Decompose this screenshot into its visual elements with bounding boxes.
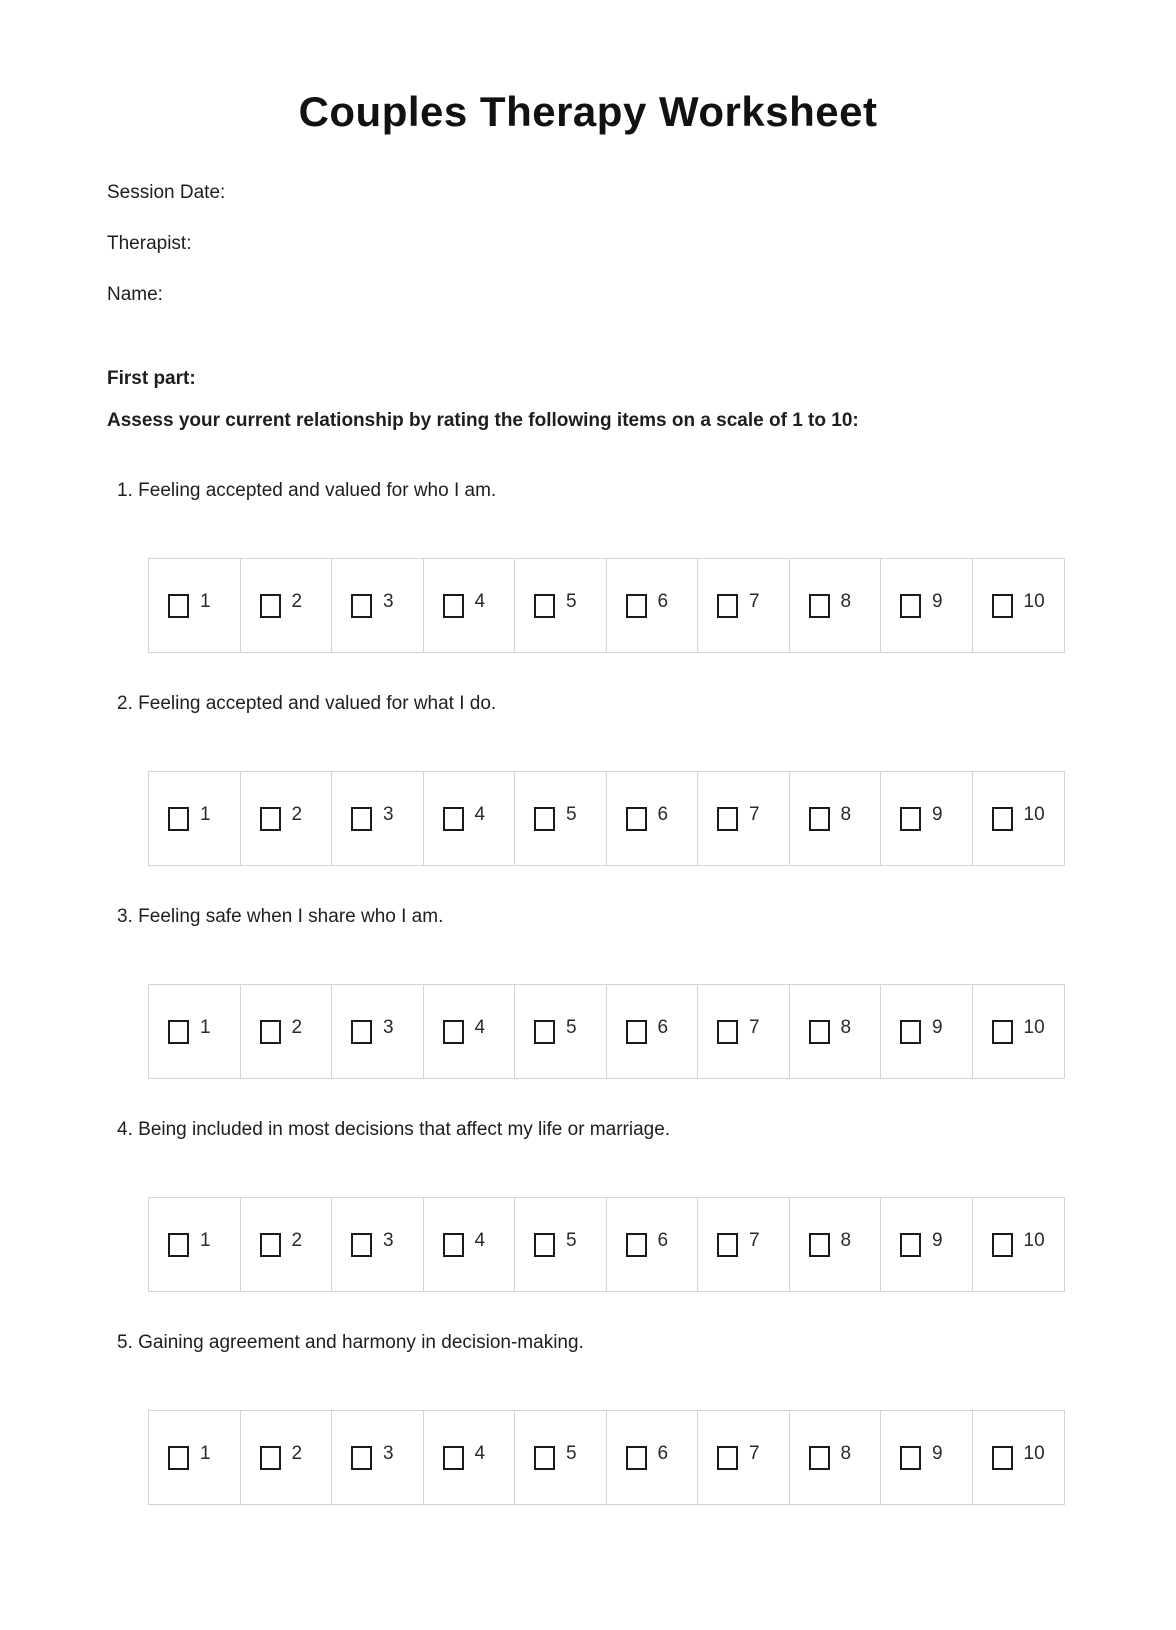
field-session-date (107, 182, 1069, 204)
rating-value-label: 1 (200, 803, 211, 825)
rating-checkbox[interactable] (626, 1020, 647, 1044)
item-1-rating-scale (148, 558, 1065, 653)
rating-value-label: 4 (474, 1016, 486, 1038)
rating-cell (149, 985, 241, 1078)
rating-cell (149, 772, 241, 865)
rating-checkbox[interactable] (992, 1020, 1013, 1044)
rating-value-label: 4 (474, 803, 486, 825)
rating-checkbox[interactable] (717, 1020, 738, 1044)
rating-cell (607, 559, 699, 652)
rating-checkbox[interactable] (443, 594, 464, 618)
rating-value-label: 7 (749, 590, 760, 612)
rating-checkbox[interactable] (443, 1020, 464, 1044)
rating-checkbox[interactable] (260, 807, 281, 831)
rating-cell (241, 1198, 333, 1291)
rating-value-label: 8 (840, 590, 852, 612)
rating-value-label: 2 (291, 1016, 303, 1038)
rating-value-label: 4 (474, 1442, 486, 1464)
meta-fields (107, 182, 1069, 306)
rating-checkbox[interactable] (443, 807, 464, 831)
rating-value-label: 3 (383, 803, 394, 825)
rating-item-1 (107, 480, 1069, 653)
rating-checkbox[interactable] (809, 1446, 830, 1470)
rating-value-label: 9 (932, 1016, 943, 1038)
rating-cell (881, 985, 973, 1078)
rating-value-label: 7 (749, 1442, 760, 1464)
rating-cell (790, 1198, 882, 1291)
rating-checkbox[interactable] (626, 1233, 647, 1257)
rating-checkbox[interactable] (809, 807, 830, 831)
rating-value-label: 3 (383, 1229, 394, 1251)
rating-checkbox[interactable] (260, 1020, 281, 1044)
rating-value-label: 2 (291, 803, 303, 825)
rating-value-label: 1 (200, 1229, 211, 1251)
rating-value-label: 3 (383, 1442, 394, 1464)
rating-value-label: 5 (566, 1442, 577, 1464)
rating-cell (973, 1198, 1065, 1291)
rating-checkbox[interactable] (992, 594, 1013, 618)
rating-value-label: 10 (1023, 1229, 1045, 1251)
rating-cell (881, 1411, 973, 1504)
rating-cell (332, 559, 424, 652)
rating-value-label: 9 (932, 1442, 943, 1464)
rating-checkbox[interactable] (443, 1233, 464, 1257)
rating-value-label: 7 (749, 1229, 760, 1251)
rating-cell (515, 559, 607, 652)
rating-checkbox[interactable] (809, 1233, 830, 1257)
rating-cell (607, 1411, 699, 1504)
rating-checkbox[interactable] (717, 594, 738, 618)
rating-checkbox[interactable] (717, 1233, 738, 1257)
rating-item-2 (107, 693, 1069, 866)
item-3-text: Feeling safe when I share who I am. (138, 906, 444, 927)
rating-checkbox[interactable] (534, 1020, 555, 1044)
rating-cell (698, 772, 790, 865)
rating-value-label: 5 (566, 1229, 577, 1251)
rating-value-label: 6 (657, 803, 669, 825)
rating-checkbox[interactable] (900, 1233, 921, 1257)
item-3-number: 3. (117, 906, 133, 927)
item-1-text: Feeling accepted and valued for who I am. (138, 480, 497, 501)
rating-cell (973, 559, 1065, 652)
rating-checkbox[interactable] (351, 807, 372, 831)
rating-value-label: 8 (840, 803, 852, 825)
rating-checkbox[interactable] (260, 1446, 281, 1470)
item-4-number: 4. (117, 1119, 133, 1140)
field-therapist (107, 233, 1069, 255)
item-2-rating-scale (148, 771, 1065, 866)
rating-value-label: 7 (749, 1016, 760, 1038)
field-name (107, 284, 1069, 306)
rating-value-label: 6 (657, 590, 669, 612)
rating-value-label: 4 (474, 1229, 486, 1251)
rating-checkbox[interactable] (626, 594, 647, 618)
rating-cell (424, 1198, 516, 1291)
item-5-label (107, 1332, 1069, 1354)
rating-value-label: 3 (383, 1016, 394, 1038)
rating-cell (973, 985, 1065, 1078)
rating-checkbox[interactable] (992, 1446, 1013, 1470)
rating-cell (424, 985, 516, 1078)
rating-cell (790, 559, 882, 652)
rating-cell (698, 1411, 790, 1504)
rating-checkbox[interactable] (534, 594, 555, 618)
item-2-text: Feeling accepted and valued for what I do. (138, 693, 497, 714)
rating-cell (241, 985, 333, 1078)
rating-value-label: 7 (749, 803, 760, 825)
rating-cell (241, 772, 333, 865)
rating-value-label: 10 (1023, 1442, 1045, 1464)
item-3-rating-scale (148, 984, 1065, 1079)
page-title: Couples Therapy Worksheet (298, 88, 878, 135)
rating-cell (149, 1411, 241, 1504)
rating-value-label: 3 (383, 590, 394, 612)
rating-value-label: 8 (840, 1016, 852, 1038)
rating-checkbox[interactable] (809, 1020, 830, 1044)
rating-value-label: 9 (932, 803, 943, 825)
rating-cell (424, 772, 516, 865)
rating-cell (881, 772, 973, 865)
item-4-label (107, 1119, 1069, 1141)
rating-checkbox[interactable] (168, 594, 189, 618)
rating-cell (698, 1198, 790, 1291)
rating-cell (149, 1198, 241, 1291)
rating-value-label: 10 (1023, 803, 1045, 825)
rating-checkbox[interactable] (351, 1233, 372, 1257)
rating-value-label: 5 (566, 590, 577, 612)
rating-cell (973, 1411, 1065, 1504)
field-therapist-label: Therapist: (107, 233, 192, 254)
rating-cell (607, 985, 699, 1078)
rating-checkbox[interactable] (260, 1233, 281, 1257)
rating-checkbox[interactable] (168, 1446, 189, 1470)
rating-cell (515, 1411, 607, 1504)
rating-cell (241, 1411, 333, 1504)
rating-checkbox[interactable] (717, 1446, 738, 1470)
item-5-rating-scale (148, 1410, 1065, 1505)
rating-cell (881, 1198, 973, 1291)
rating-checkbox[interactable] (900, 807, 921, 831)
item-5-number: 5. (117, 1332, 133, 1353)
rating-checkbox[interactable] (534, 1446, 555, 1470)
rating-checkbox[interactable] (717, 807, 738, 831)
rating-value-label: 1 (200, 590, 211, 612)
rating-value-label: 1 (200, 1016, 211, 1038)
rating-checkbox[interactable] (351, 594, 372, 618)
rating-value-label: 4 (474, 590, 486, 612)
rating-value-label: 2 (291, 1442, 303, 1464)
section-heading: First part: (107, 368, 196, 389)
rating-value-label: 2 (291, 1229, 303, 1251)
rating-checkbox[interactable] (351, 1446, 372, 1470)
rating-value-label: 10 (1023, 590, 1045, 612)
rating-checkbox[interactable] (900, 1020, 921, 1044)
rating-value-label: 2 (291, 590, 303, 612)
rating-cell (515, 772, 607, 865)
rating-cell (607, 1198, 699, 1291)
rating-checkbox[interactable] (168, 1233, 189, 1257)
rating-cell (515, 985, 607, 1078)
rating-cell (790, 985, 882, 1078)
item-4-rating-scale (148, 1197, 1065, 1292)
rating-value-label: 1 (200, 1442, 211, 1464)
rating-value-label: 5 (566, 1016, 577, 1038)
rating-value-label: 6 (657, 1016, 669, 1038)
section-instruction: Assess your current relationship by rating the following items on a scale of 1 to 10: (107, 410, 859, 431)
rating-value-label: 8 (840, 1229, 852, 1251)
rating-cell (332, 1411, 424, 1504)
rating-cell (790, 772, 882, 865)
rating-cell (424, 559, 516, 652)
rating-checkbox[interactable] (443, 1446, 464, 1470)
rating-checkbox[interactable] (992, 1233, 1013, 1257)
rating-cell (607, 772, 699, 865)
rating-value-label: 9 (932, 1229, 943, 1251)
rating-cell (332, 985, 424, 1078)
rating-checkbox[interactable] (626, 807, 647, 831)
rating-cell (332, 772, 424, 865)
rating-cell (973, 772, 1065, 865)
rating-checkbox[interactable] (992, 807, 1013, 831)
rating-checkbox[interactable] (534, 1233, 555, 1257)
item-3-label (107, 906, 1069, 928)
rating-value-label: 9 (932, 590, 943, 612)
rating-cell (881, 559, 973, 652)
rating-checkbox[interactable] (351, 1020, 372, 1044)
rating-checkbox[interactable] (534, 807, 555, 831)
rating-cell (698, 985, 790, 1078)
rating-item-3 (107, 906, 1069, 1079)
rating-cell (332, 1198, 424, 1291)
rating-checkbox[interactable] (626, 1446, 647, 1470)
field-session-date-label: Session Date: (107, 182, 226, 203)
item-1-number: 1. (117, 480, 133, 501)
rating-checkbox[interactable] (168, 807, 189, 831)
rating-cell (424, 1411, 516, 1504)
item-1-label (107, 480, 1069, 502)
item-4-text: Being included in most decisions that affect my life or marriage. (138, 1119, 671, 1140)
rating-checkbox[interactable] (809, 594, 830, 618)
rating-cell (515, 1198, 607, 1291)
rating-checkbox[interactable] (168, 1020, 189, 1044)
field-name-label: Name: (107, 284, 163, 305)
item-2-number: 2. (117, 693, 133, 714)
rating-value-label: 5 (566, 803, 577, 825)
item-5-text: Gaining agreement and harmony in decision-making. (138, 1332, 584, 1353)
rating-value-label: 10 (1023, 1016, 1045, 1038)
rating-value-label: 6 (657, 1442, 669, 1464)
rating-item-5 (107, 1332, 1069, 1505)
rating-cell (241, 559, 333, 652)
rating-value-label: 8 (840, 1442, 852, 1464)
item-2-label (107, 693, 1069, 715)
rating-value-label: 6 (657, 1229, 669, 1251)
rating-cell (698, 559, 790, 652)
rating-cell (149, 559, 241, 652)
rating-cell (790, 1411, 882, 1504)
rating-checkbox[interactable] (900, 1446, 921, 1470)
rating-checkbox[interactable] (900, 594, 921, 618)
rating-item-4 (107, 1119, 1069, 1292)
rating-checkbox[interactable] (260, 594, 281, 618)
